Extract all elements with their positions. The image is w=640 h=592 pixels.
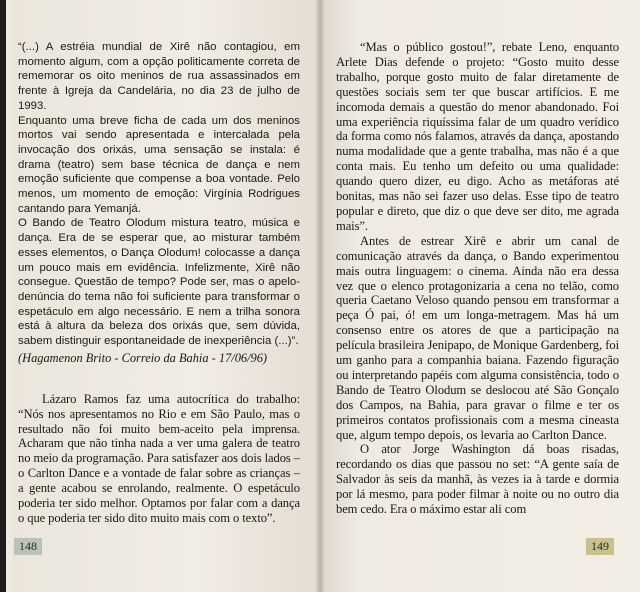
body-paragraph: O ator Jorge Washington dá boas risadas, recordando os dias que passou no set: “A gente saía de Salvador às seis da manhã, às vezes ia à tarde e dormia por lá mesmo, para poder filmar à noite ou no outro dia bem cedo. Era o máximo estar ali com [336, 442, 619, 517]
quote-paragraph: O Bando de Teatro Olodum mistura teatro, música e dança. Era de se esperar que, ao misturar também esses elementos, o Dança Olodum! colocasse a dança um pouco mais em evidência. Infelizmente, Xirê não consegue. Questão de tempo? Pode ser, mas o apelo-denúncia do tema não foi suficiente para transformar o espetáculo em algo necessário. E nem a trilha sonora está à altura da beleza dos orixás que, sem dúvida, sabem distinguir espontaneidade de inexperiência (...)”. [18, 217, 300, 348]
body-paragraph: Antes de estrear Xirê e abrir um canal de comunicação através da dança, o Bando experimentou mais outra linguagem: o cinema. Ainda não era dessa vez que o elenco protagonizaria a cena no telão, como queria Caetano Veloso quando pensou em transformar a peça Ó pai, ó! em um longa-metragem. Mas há um consenso entre os atores de que a participação na película brasileira Jenipapo, de Monique Gardenberg, foi um ganho para a companhia baiana. Fazendo figuração ou interpretando papéis com alguma consistência, todo o Bando de Teatro Olodum se deslocou até São Gonçalo dos Campos, na Bahia, para gravar o filme e ter os primeiros contatos profissionais com a mesma cineasta que, algum tempo depois, os levaria ao Carlton Dance. [336, 233, 619, 442]
citation: (Hagamenon Brito - Correio da Bahia - 17/06/96) [18, 350, 268, 365]
right-page-text [336, 40, 619, 517]
page-number: 148 [14, 538, 42, 555]
body-paragraph: Lázaro Ramos faz uma autocrítica do trabalho: “Nós nos apresentamos no Rio e em São Paulo, mas o resultado não foi muito bem-aceito pela imprensa. Acharam que não tinha nada a ver uma galera de teatro no meio da programação. Para satisfazer aos dois lados – o Carlton Dance e a vontade de falar sobre as crianças – a gente acabou se enrolando, realmente. O espetáculo poderia ter sido melhor. Optamos por falar com a dança o que poderia ter sido dito muito mais com o texto”. [18, 391, 300, 526]
left-page-text [18, 40, 300, 526]
quote-paragraph: Enquanto uma breve ficha de cada um dos meninos mortos vai sendo apresentada e intercalada pela invocação dos orixás, uma sensação se instala: é drama (teatro) sem base técnica de dança e nem emoção suficiente que compense a boa vontade. Pelo menos, um momento de emoção: Virgínia Rodrigues cantando para Yemanjá. [18, 114, 300, 215]
body-paragraph: “Mas o público gostou!”, rebate Leno, enquanto Arlete Dias defende o projeto: “Gosto muito desse trabalho, porque gosto muito de falar diretamente de questões sociais sem ter que buscar artifícios. E me incomoda demais a questão do menor abandonado. Foi uma experiência riquíssima falar de um quadro verídico da forma como nós falamos, através da dança, apostando numa modalidade que a gente trabalha, mas não é a que conta mais. Eu tenho um defeito ou uma qualidade: quando quero dizer, eu digo. Acho as metáforas até bonitas, mas não sei fazer uso delas. Esse tipo de teatro popular e direto, que diz o que deve ser dito, me agrada mais”. [336, 40, 619, 233]
quote-paragraph: “(...) A estréia mundial de Xirê não contagiou, em momento algum, com a opção politicamente correta de rememorar os oito meninos de rua assassinados em frente à Igreja da Candelária, no dia 23 de julho de 1993. [18, 41, 300, 112]
book-gutter [315, 0, 325, 592]
page-number: 149 [586, 538, 614, 555]
